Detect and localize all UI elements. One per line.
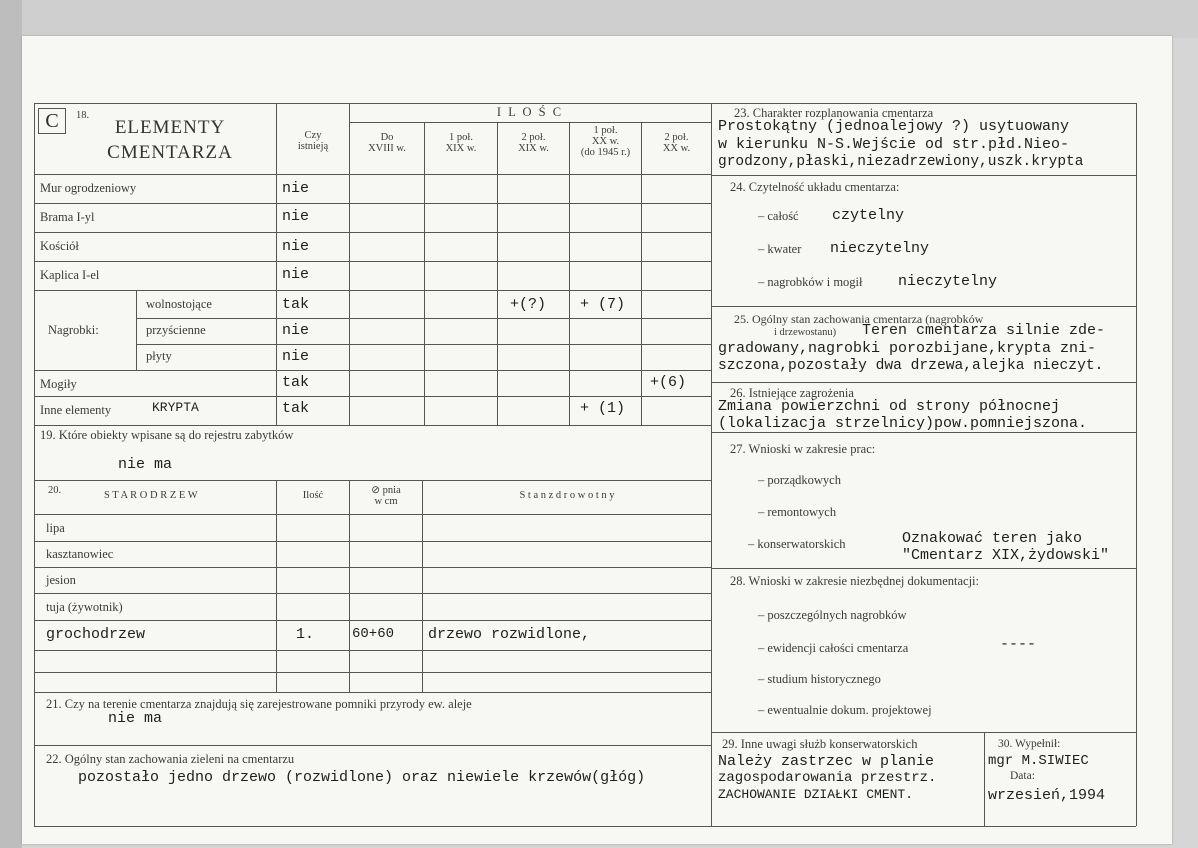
docs-dash: ---- [1000,636,1037,653]
filled-by-name: mgr M.SIWIEC [988,753,1089,769]
section-letter: C [45,110,59,132]
section-26-line1: Zmiana powierzchni od strony północnej [718,398,1061,415]
row-label-przyscienne: przyścienne [146,323,206,337]
row-exists-mogily: tak [282,374,310,391]
row-label-plyty: płyty [146,349,172,363]
row-label-inne: Inne elementy [40,403,112,417]
docs-historical-study: – studium historycznego [758,672,881,686]
scan-background [0,0,1198,38]
section-18-title-line1: ELEMENTY [114,117,226,138]
col-header-xx-2: 2 poł. XX w. [662,132,691,154]
col-exists-header: Czy istnieją [297,130,329,152]
section-25-line2: gradowany,nagrobki porozbijane,krypta zni- [718,340,1097,357]
section-29-label: 29. Inne uwagi służb konserwatorskich [722,737,918,751]
legibility-quarters-label: – kwater [758,242,802,256]
row-exists-kosciol: nie [282,238,310,255]
docs-design: – ewentualnie dokum. projektowej [758,703,932,717]
legibility-whole-label: – całość [758,209,799,223]
section-18-number: 18. [76,110,90,121]
legibility-quarters-value: nieczytelny [830,240,930,257]
section-25-label-line2: i drzewostanu) [774,327,837,338]
tree-count-grochodrzew: 1. [296,626,315,643]
works-conservation: – konserwatorskich [748,537,846,551]
section-29-line1: Należy zastrzec w planie [718,753,935,770]
section-28-label: 28. Wnioski w zakresie niezbędnej dokumentacji: [730,574,979,588]
section-21-value: nie ma [108,710,163,727]
section-letter-box [38,108,66,134]
section-26-line2: (lokalizacja strzelnicy)pow.pomniejszona. [718,415,1088,432]
row-exists-inne: tak [282,400,310,417]
section-21-label: 21. Czy na terenie cmentarza znajdują się zarejestrowane pomniki przyrody ew. aleje [46,697,472,711]
date-label: Data: [1010,770,1035,782]
ilosc-header: I L O Ś C [496,105,564,119]
starodrzew-header: S T A R O D R Z E W [104,490,198,501]
works-renovation: – remontowych [758,505,837,519]
section-23-label: 23. Charakter rozplanowania cmentarza [734,106,934,120]
row-exists-brama: nie [282,208,310,225]
row-label-mogily: Mogiły [40,377,77,391]
section-25-line3: szczona,pozostały dwa drzewa,alejka nieczyt. [718,358,1104,374]
tree-row-grochodrzew: grochodrzew [46,626,146,643]
section-23-line1: Prostokątny (jednoalejowy ?) usytuowany [718,118,1070,135]
section-29-line2: zagospodarowania przestrz. [718,770,937,786]
tree-state-grochodrzew: drzewo rozwidlone, [428,626,591,643]
cell-wolnostojace-xix2: +(?) [510,296,547,313]
works-cleaning: – porządkowych [758,473,841,487]
works-conservation-value2: "Cmentarz XIX,żydowski" [902,547,1110,564]
section-19-value: nie ma [118,456,173,473]
tree-row-kasztanowiec: kasztanowiec [46,547,114,561]
row-label-mur: Mur ogrodzeniowy [40,181,137,195]
section-23-line2: w kierunku N-S.Wejście od str.płd.Nieo- [718,136,1070,153]
filled-date: wrzesień,1994 [988,787,1106,804]
section-22-value: pozostało jedno drzewo (rozwidlone) oraz niewiele krzewów(głóg) [78,769,646,786]
tree-row-tuja: tuja (żywotnik) [46,600,123,614]
tree-row-jesion: jesion [46,573,76,587]
col-header-xix-1: 1 poł. XIX w. [445,132,477,154]
section-27-label: 27. Wnioski w zakresie prac: [730,442,876,456]
section-26-label: 26. Istniejące zagrożenia [730,386,854,400]
tree-diameter-grochodrzew: 60+60 [352,626,395,642]
tree-row-lipa: lipa [46,521,65,535]
section-25-label-line1: 25. Ogólny stan zachowania cmentarza (nagrobków [734,312,984,326]
legibility-whole-value: czytelny [832,207,905,224]
docs-individual-graves: – poszczególnych nagrobków [758,608,907,622]
row-exists-plyty: nie [282,348,310,365]
section-22-label: 22. Ogólny stan zachowania zieleni na cmentarzu [46,752,295,766]
tree-count-header: Ilość [302,490,324,501]
row-label-nagrobki: Nagrobki: [48,323,99,337]
tree-diameter-header: ⊘ pnia w cm [371,485,401,507]
row-typed-inne: KRYPTA [152,400,199,415]
scan-edge [0,0,22,848]
section-29-line3: ZACHOWANIE DZIAŁKI CMENT. [718,787,914,802]
row-label-kaplica: Kaplica I-el [40,268,100,282]
section-20-number: 20. [48,485,62,496]
section-30-label: 30. Wypełnił: [998,738,1061,750]
col-header-xviii: Do XVIII w. [368,132,406,154]
section-24-label: 24. Czytelność układu cmentarza: [730,180,900,194]
cell-mogily-xx2: +(6) [650,374,687,391]
row-label-wolnostojace: wolnostojące [146,297,212,311]
legibility-graves-label: – nagrobków i mogił [758,275,863,289]
section-19-label: 19. Które obiekty wpisane są do rejestru zabytków [40,428,294,442]
row-exists-mur: nie [282,180,310,197]
row-label-kosciol: Kościół [40,239,79,253]
row-exists-kaplica: nie [282,266,310,283]
col-header-xix-2: 2 poł. XIX w. [518,132,549,154]
works-conservation-value1: Oznakować teren jako [902,530,1083,547]
section-18-title-line2: CMENTARZA [107,142,233,163]
cell-wolnostojace-xx1: + (7) [580,296,626,313]
section-25-line1: Teren cmentarza silnie zde- [862,322,1106,339]
row-exists-wolnostojace: tak [282,296,310,313]
legibility-graves-value: nieczytelny [898,273,998,290]
row-label-brama: Brama I-yl [40,210,95,224]
cell-inne-xx1: + (1) [580,400,626,417]
docs-whole-inventory: – ewidencji całości cmentarza [758,641,909,655]
section-23-line3: grodzony,płaski,niezadrzewiony,uszk.krypta [718,154,1084,170]
tree-state-header: S t a n z d r o w o t n y [519,490,615,501]
col-header-xx-1: 1 poł. XX w. (do 1945 r.) [580,125,631,158]
row-exists-przyscienne: nie [282,322,310,339]
